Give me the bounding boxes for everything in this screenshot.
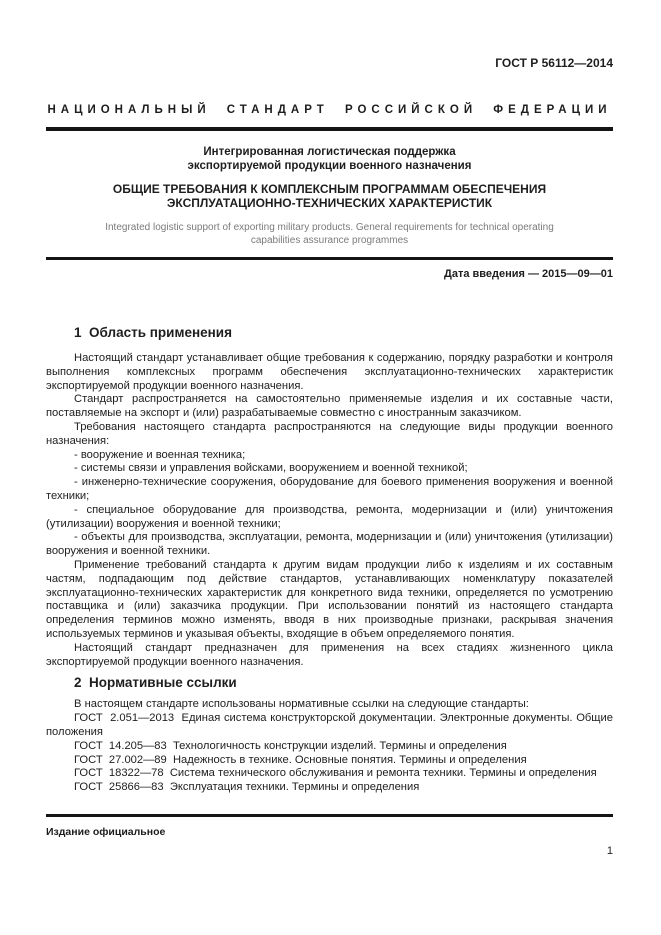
- national-standard-banner: НАЦИОНАЛЬНЫЙ СТАНДАРТ РОССИЙСКОЙ ФЕДЕРАЦИИ: [47, 104, 612, 116]
- normative-reference: ГОСТ 27.002—89 Надежность в технике. Основные понятия. Термины и определения: [74, 753, 527, 766]
- section-1-heading: 1 Область применения: [74, 325, 232, 340]
- paragraph: В настоящем стандарте использованы нормативные ссылки на следующие стандарты:: [74, 698, 529, 711]
- list-item: - специальное оборудование для производства, ремонта, модернизации и (или) уничтожения (утилизации) вооружения и военной техники;: [46, 503, 613, 530]
- footer-rule: [46, 814, 613, 817]
- effective-date: Дата введения — 2015—09—01: [444, 268, 613, 280]
- normative-reference: ГОСТ 25866—83 Эксплуатация техники. Термины и определения: [74, 781, 420, 794]
- doc-title-english: Integrated logistic support of exporting military products. General requirements for technical operating capabilities assurance programmes: [105, 222, 554, 246]
- paragraph: Применение требований стандарта к другим видам продукции либо к изделиям и их составным частям, подпадающим под действие стандартов, устанавливающих номенклатуру показателей эксплуатационно-технических характеристик для конкретного вида техники, определяется по усмотрению поставщика и (или) заказчика продукции. При использовании понятий из настоящего стандарта определения терминов можно изменять, вводя в них производные признаки, раскрывая значения используемых терминов и указывая объекты, входящие в объем определяемого понятия.: [46, 558, 613, 640]
- normative-reference: ГОСТ 14.205—83 Технологичность конструкции изделий. Термины и определения: [74, 739, 507, 752]
- paragraph: Требования настоящего стандарта распространяются на следующие виды продукции военного назначения:: [46, 420, 613, 447]
- paragraph: Настоящий стандарт устанавливает общие требования к содержанию, порядку разработки и контроля выполнения комплексных программ обеспечения эксплуатационно-технических характеристик экспортируемой продукции военного назначения.: [46, 352, 613, 392]
- section-2-heading: 2 Нормативные ссылки: [74, 675, 237, 691]
- doc-subject-line1: Интегрированная логистическая поддержка: [203, 146, 456, 158]
- list-item: - вооружение и военная техника;: [74, 448, 246, 461]
- doc-title-line2: ЭКСПЛУАТАЦИОННО-ТЕХНИЧЕСКИХ ХАРАКТЕРИСТИК: [166, 196, 493, 210]
- doc-subject: [46, 146, 613, 173]
- list-item: - инженерно-технические сооружения, оборудование для боевого применения вооружения и военной техники;: [46, 476, 613, 502]
- list-item: - системы связи и управления войсками, вооружением и военной техникой;: [74, 462, 468, 475]
- normative-reference: ГОСТ 18322—78 Система технического обслуживания и ремонта техники. Термины и определения: [74, 767, 597, 780]
- paragraph: Настоящий стандарт предназначен для применения на всех стадиях жизненного цикла экспортируемой продукции военного назначения.: [46, 641, 613, 668]
- list-item: - объекты для производства, эксплуатации, ремонта, модернизации и (или) уничтожения (утилизации) вооружения и военной техники.: [46, 531, 613, 558]
- section-2-body: [46, 698, 617, 795]
- paragraph: Стандарт распространяется на самостоятельно применяемые изделия и их составные части, поставляемые на экспорт и (или) разрабатываемые совместно с иностранным заказчиком.: [46, 393, 613, 420]
- doc-subject-line2: экспортируемой продукции военного назначения: [187, 159, 472, 172]
- doc-title: [46, 182, 613, 210]
- page-number: 1: [606, 845, 613, 857]
- doc-title-line1: ОБЩИЕ ТРЕБОВАНИЯ К КОМПЛЕКСНЫМ ПРОГРАММАМ ОБЕСПЕЧЕНИЯ: [112, 182, 547, 196]
- date-rule: [46, 257, 613, 260]
- normative-reference: ГОСТ 2.051—2013 Единая система конструкторской документации. Электронные документы. Общие положения: [46, 712, 617, 738]
- header-rule: [46, 127, 613, 131]
- section-1-body: [46, 352, 613, 669]
- edition-note: Издание официальное: [46, 826, 166, 838]
- doc-code: ГОСТ Р 56112—2014: [495, 56, 613, 70]
- page-content: [46, 0, 617, 795]
